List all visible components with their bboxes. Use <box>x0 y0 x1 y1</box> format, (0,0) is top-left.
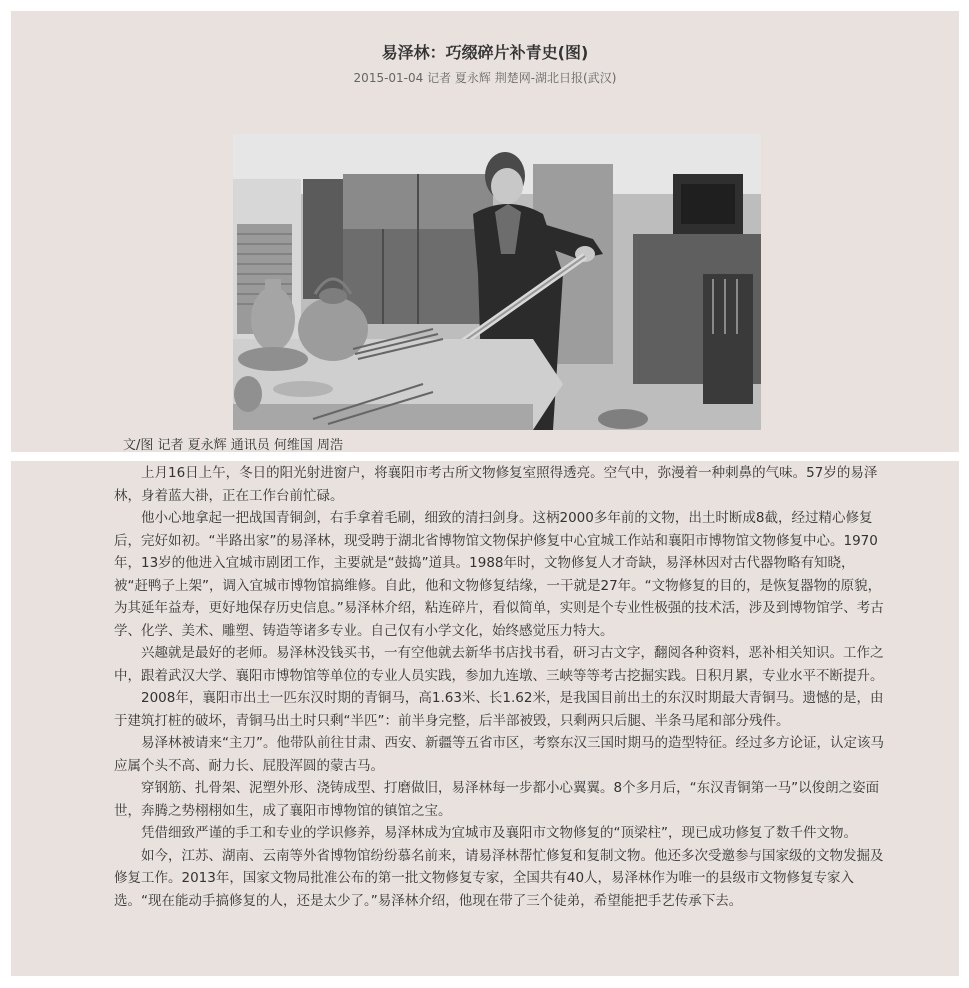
article-header-panel <box>11 11 959 452</box>
photo-caption: 文/图 记者 夏永辉 通讯员 何维国 周浩 <box>123 438 344 453</box>
article-photo <box>233 134 761 430</box>
article-meta: 2015-01-04 记者 夏永辉 荆楚网-湖北日报(武汉) <box>353 71 617 85</box>
paragraph: 易泽林被请来“主刀”。他带队前往甘肃、西安、新疆等五省市区，考察东汉三国时期马的造型特征。经过多方论证，认定该马应属个头不高、耐力长、屁股浑圆的蒙古马。 <box>114 735 884 774</box>
article-title: 易泽林：巧缀碎片补青史(图) <box>381 43 589 62</box>
article-body <box>114 461 884 912</box>
paragraph: 上月16日上午，冬日的阳光射进窗户，将襄阳市考古所文物修复室照得透亮。空气中，弥漫着一种刺鼻的气味。57岁的易泽林，身着蓝大褂，正在工作台前忙碌。 <box>114 465 878 504</box>
paragraph: 他小心地拿起一把战国青铜剑，右手拿着毛刷，细致的清扫剑身。这柄2000多年前的文物，出土时断成8截，经过精心修复后，完好如初。“半路出家”的易泽林，现受聘于湖北省博物馆文物保护修复中心宜城工作站和襄阳市博物馆文物修复中心。1970年，13岁的他进入宜城市剧团工作，主要就是“鼓捣”道具。1988年时，文物修复人才奇缺，易泽林因对古代器物略有知晓，被“赶鸭子上架”，调入宜城市博物馆搞维修。自此，他和文物修复结缘，一干就是27年。“文物修复的目的，是恢复器物的原貌，为其延年益寿，更好地保存历史信息。”易泽林介绍，粘连碎片，看似简单，实则是个专业性极强的技术活，涉及到博物馆学、考古学、化学、美术、雕塑、铸造等诸多专业。自己仅有小学文化，始终感觉压力特大。 <box>114 510 884 639</box>
article-body-panel <box>11 461 959 976</box>
paragraph: 凭借细致严谨的手工和专业的学识修养，易泽林成为宜城市及襄阳市文物修复的“顶梁柱”，现已成功修复了数千件文物。 <box>141 825 857 841</box>
paragraph: 2008年，襄阳市出土一匹东汉时期的青铜马，高1.63米、长1.62米，是我国目前出土的东汉时期最大青铜马。遗憾的是，由于建筑打桩的破坏，青铜马出土时只剩“半匹”：前半身完整，后半部被毁，只剩两只后腿、半条马尾和部分残件。 <box>114 690 884 729</box>
paragraph: 兴趣就是最好的老师。易泽林没钱买书，一有空他就去新华书店找书看，研习古文字，翻阅各种资料，恶补相关知识。工作之中，跟着武汉大学、襄阳市博物馆等单位的专业人员实践，参加九连墩、三峡等等考古挖掘实践。日积月累，专业水平不断提升。 <box>114 645 884 684</box>
paragraph: 如今，江苏、湖南、云南等外省博物馆纷纷慕名前来，请易泽林帮忙修复和复制文物。他还多次受邀参与国家级的文物发掘及修复工作。2013年，国家文物局批准公布的第一批文物修复专家，全国共有40人，易泽林作为唯一的县级市文物修复专家入选。“现在能动手搞修复的人，还是太少了。”易泽林介绍，他现在带了三个徒弟，希望能把手艺传承下去。 <box>114 847 884 909</box>
paragraph: 穿钢筋、扎骨架、泥塑外形、浇铸成型、打磨做旧，易泽林每一步都小心翼翼。8个多月后，“东汉青铜第一马”以俊朗之姿面世，奔腾之势栩栩如生，成了襄阳市博物馆的镇馆之宝。 <box>114 780 880 819</box>
